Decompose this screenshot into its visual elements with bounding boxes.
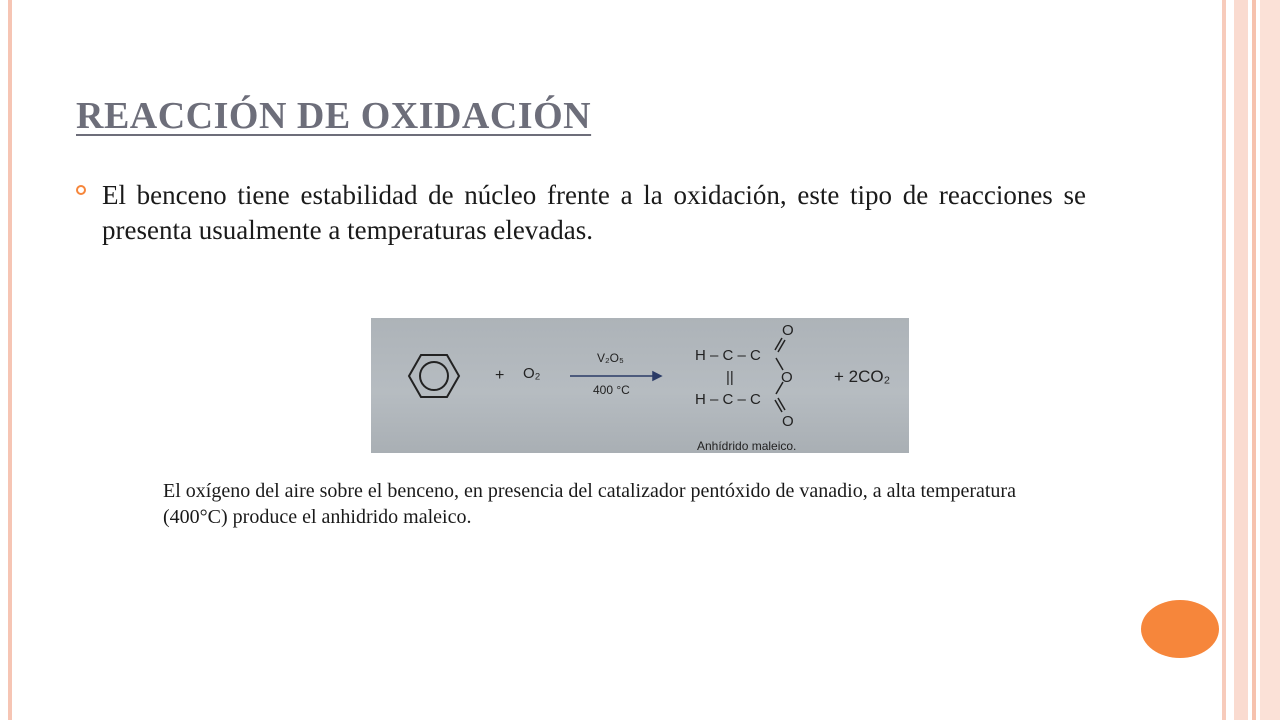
reaction-diagram	[371, 318, 909, 453]
oxygen-reactant: O₂	[523, 365, 541, 382]
oxygen-top: O	[782, 322, 794, 339]
reaction-caption: El oxígeno del aire sobre el benceno, en presencia del catalizador pentóxido de vanadio, a alta temperatura (400°C) produce el anhidrido maleico.	[163, 480, 1016, 528]
plus-sign: +	[495, 367, 505, 384]
product-row-1: H – C – C	[695, 347, 761, 364]
bullet-point	[76, 178, 1086, 248]
oxygen-bottom: O	[782, 413, 794, 430]
reaction-arrow-icon	[570, 372, 661, 380]
product-row-2: H – C – C	[695, 391, 761, 408]
bullet-circle-icon	[76, 185, 86, 195]
slide-title: REACCIÓN DE OXIDACIÓN	[76, 95, 592, 137]
orange-circle-decoration	[1141, 600, 1219, 658]
benzene-ring-icon	[409, 355, 459, 397]
oxygen-ring: O	[781, 369, 793, 386]
double-bond: ||	[726, 369, 734, 386]
catalyst-label: V₂O₅	[597, 351, 624, 365]
bullet-text: El benceno tiene estabilidad de núcleo frente a la oxidación, este tipo de reacciones se presenta usualmente a temperaturas elevadas.	[102, 180, 1086, 245]
reaction-image	[371, 318, 909, 453]
temperature-label: 400 °C	[593, 383, 630, 397]
product-name: Anhídrido maleico.	[697, 439, 797, 453]
left-frame-stripe	[8, 0, 12, 720]
co2-product: + 2CO₂	[834, 367, 891, 386]
right-frame-stripes	[1222, 0, 1280, 720]
